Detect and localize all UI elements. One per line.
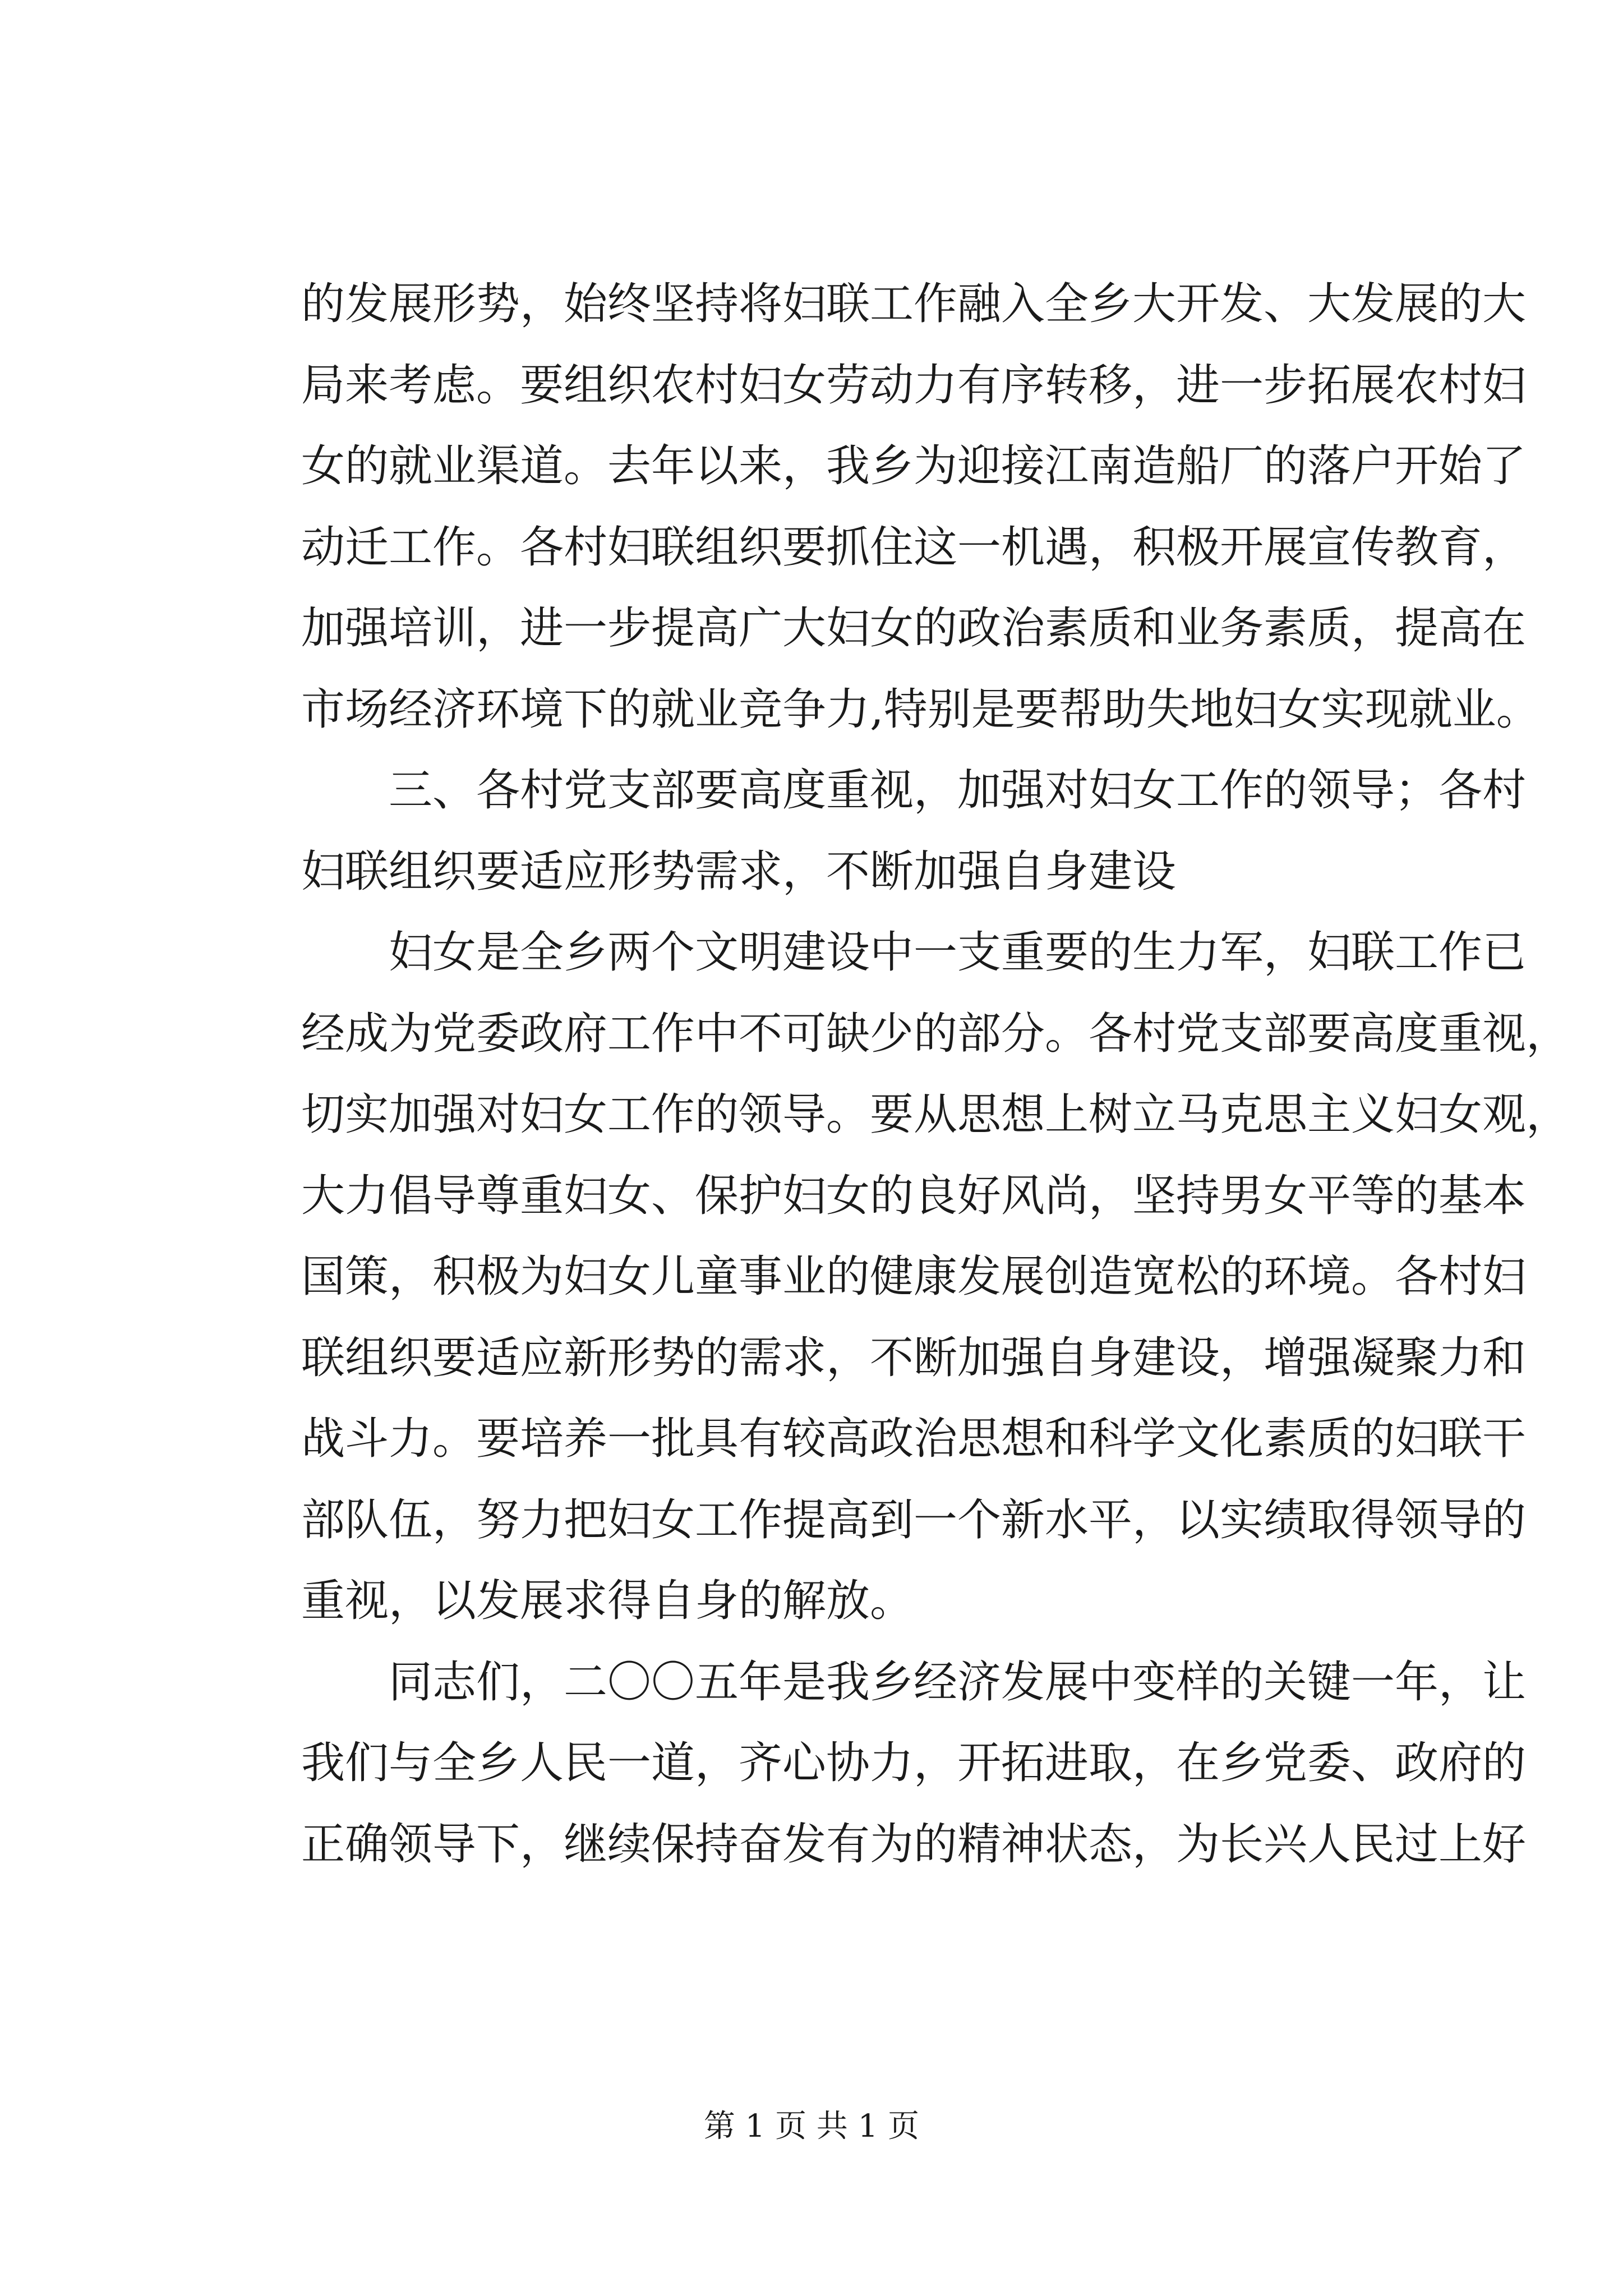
- body-text: [301, 264, 1570, 1885]
- text-line: 部队伍，努力把妇女工作提高到一个新水平，以实绩取得领导的: [301, 1494, 1527, 1545]
- text-line: 重视，以发展求得自身的解放。: [301, 1576, 914, 1626]
- page-footer: 第 1 页 共 1 页: [703, 2108, 920, 2145]
- text-line: 妇女是全乡两个文明建设中一支重要的生力军，妇联工作已: [301, 927, 1527, 978]
- text-line: 切实加强对妇女工作的领导。要从思想上树立马克思主义妇女观，: [301, 1089, 1570, 1140]
- text-line: 三、各村党支部要高度重视，加强对妇女工作的领导；各村: [301, 765, 1527, 816]
- text-line: 经成为党委政府工作中不可缺少的部分。各村党支部要高度重视，: [301, 1008, 1570, 1059]
- text-line: 大力倡导尊重妇女、保护妇女的良好风尚，坚持男女平等的基本: [301, 1170, 1527, 1221]
- text-line: 战斗力。要培养一批具有较高政治思想和科学文化素质的妇联干: [301, 1414, 1527, 1464]
- text-line: 女的就业渠道。去年以来，我乡为迎接江南造船厂的落户开始了: [301, 441, 1527, 491]
- text-line: 同志们，二〇〇五年是我乡经济发展中变样的关键一年，让: [301, 1657, 1527, 1708]
- text-line: 动迁工作。各村妇联组织要抓住这一机遇，积极开展宣传教育，: [301, 522, 1527, 573]
- text-line: 市场经济环境下的就业竞争力,特别是要帮助失地妇女实现就业。: [301, 684, 1540, 735]
- text-line: 的发展形势，始终坚持将妇联工作融入全乡大开发、大发展的大: [301, 279, 1527, 329]
- text-line: 正确领导下，继续保持奋发有为的精神状态，为长兴人民过上好: [301, 1819, 1527, 1870]
- text-line: 加强培训，进一步提高广大妇女的政治素质和业务素质，提高在: [301, 603, 1527, 654]
- text-line: 妇联组织要适应形势需求，不断加强自身建设: [301, 846, 1177, 897]
- text-line: 我们与全乡人民一道，齐心协力，开拓进取，在乡党委、政府的: [301, 1738, 1527, 1788]
- text-line: 国策，积极为妇女儿童事业的健康发展创造宽松的环境。各村妇: [301, 1251, 1527, 1302]
- text-line: 局来考虑。要组织农村妇女劳动力有序转移，进一步拓展农村妇: [301, 360, 1527, 411]
- text-line: 联组织要适应新形势的需求，不断加强自身建设，增强凝聚力和: [301, 1332, 1527, 1383]
